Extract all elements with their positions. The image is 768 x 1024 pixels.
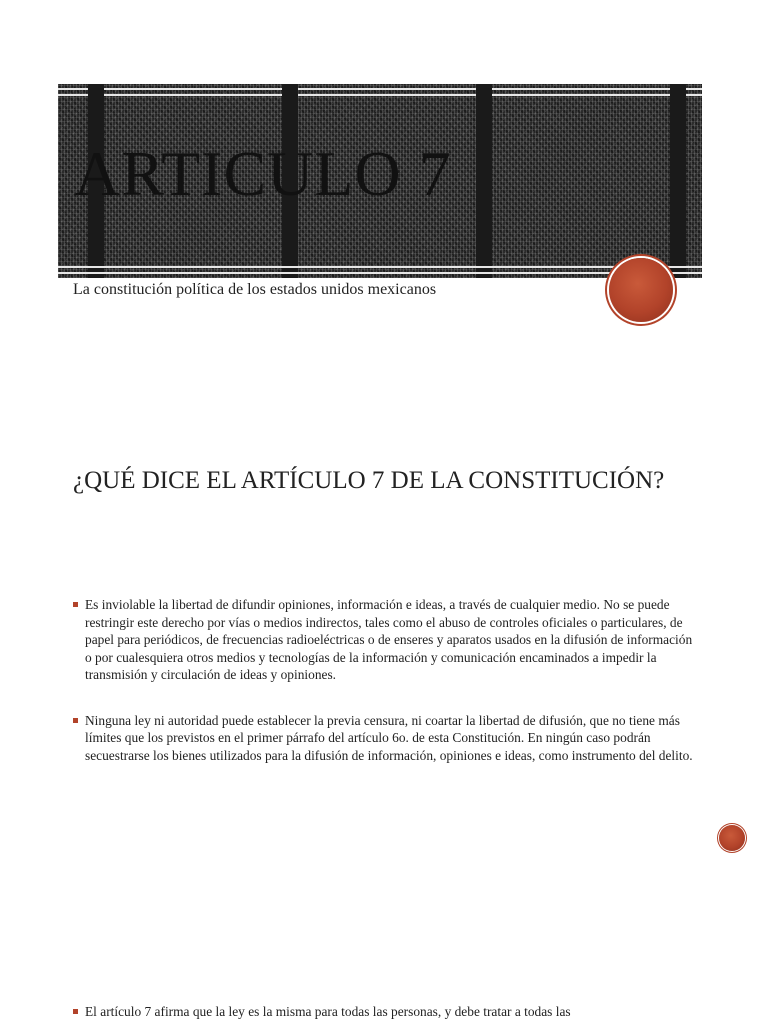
banner-rule [58,266,702,268]
bullet-square-icon [73,1009,78,1014]
bullet-text: Es inviolable la libertad de difundir opiniones, información e ideas, a través de cualquier medio. No se puede restringir este derecho por vías o medios indirectos, tales como el abuso de controles oficiales o particulares, de papel para periódicos, de frecuencias radioeléctricas o de enseres y aparatos usados en la difusión de información o por cualesquiera otros medios y tecnologías de la información y comunicación encaminados a impedir la transmisión y circulación de ideas y opiniones. [85,597,693,682]
slide-title: ARTICULO 7 [74,138,452,209]
title-banner [58,84,702,278]
decorative-circle [609,258,673,322]
content-slide [0,960,768,1024]
bullet-list [73,1003,693,1021]
list-item [73,1003,693,1021]
list-item [73,596,693,684]
banner-rule [58,88,702,90]
slide-heading: ¿QUÉ DICE EL ARTÍCULO 7 DE LA CONSTITUCIÓN? [73,467,665,494]
bullet-text: El artículo 7 afirma que la ley es la misma para todas las personas, y debe tratar a todas las [85,1004,571,1019]
decorative-circle [719,825,745,851]
banner-rule [58,94,702,96]
content-slide [0,400,768,960]
bullet-square-icon [73,602,78,607]
list-item [73,712,693,765]
slide-subtitle: La constitución política de los estados unidos mexicanos [73,281,437,298]
bullet-text: Ninguna ley ni autoridad puede establecer la previa censura, ni coartar la libertad de difusión, que no tiene más límites que los previstos en el primer párrafo del artículo 6o. de esta Constitución. En ningún caso podrán secuestrarse los bienes utilizados para la difusión de información, opiniones e ideas, como instrumento del delito. [85,712,693,763]
banner-bar [476,84,492,278]
bullet-square-icon [73,718,78,723]
title-slide [0,0,768,400]
banner-rule [58,272,702,274]
bullet-list [73,596,693,764]
banner-bar [670,84,686,278]
